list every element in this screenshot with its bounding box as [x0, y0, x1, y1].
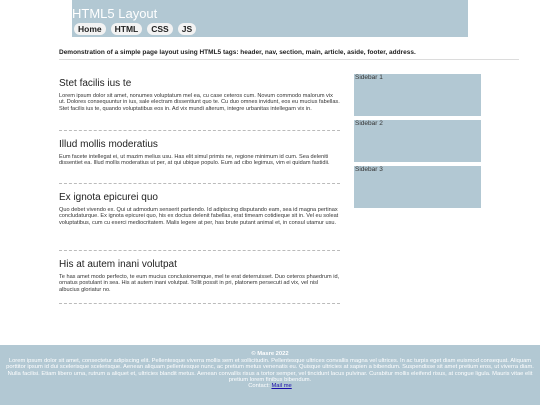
article-title: Illud mollis moderatius: [59, 139, 158, 150]
article: [59, 259, 340, 304]
sidebar-box-3: Sidebar 3: [354, 166, 481, 208]
site-title: HTML5 Layout: [72, 6, 158, 21]
nav-home-link[interactable]: Home: [74, 23, 106, 35]
article: [59, 192, 340, 251]
mail-me-link[interactable]: Mail me: [271, 383, 292, 390]
sidebar: [354, 74, 481, 212]
article-body: Lorem ipsum dolor sit amet, nonumes voluptatum mel ea, cu case ceteros cum. Novum commodo malorum vix ut. Dolores consequuntur in ius, sale electram dissentiunt quo te. Cu duo omnes invidunt, eos eu mucius fabellas. Stet facilis ius te, quando voluptatibus eos in. Ad vix mundi alterum, integre urbanitas intellegam vix in.: [59, 93, 340, 112]
footer-text: Lorem ipsum dolor sit amet, consectetur adipiscing elit. Pellentesque viverra mollis sem et sollicitudin. Pellentesque ultrices convallis magna vel ultrices. In ac turpis eget diam euismod consequat. Aliquam porttitor ipsum id dui scelerisque scelerisque. Aenean aliquam pellentesque nunc, ac pretium metus venenatis eu. Quisque ultricies at sapien a bibendum. Suspendisse sit amet pretium eros, ut viverra diam. Nulla facilisi. Etiam libero urna, rutrum a aliquet et, ultricies blandit metus. Aenean convallis risus a tortor semper, vel tincidunt lacus pulvinar. Curabitur mollis eleifend risus, at congue ligula. Mauris vitae elit pretium lorem finibus bibendum.: [6, 358, 534, 383]
main-nav: [74, 23, 196, 35]
article-body: Eum facete intellegat ei, ut mazim melius usu. Has elit simul primis ne, regione minimum id cum. Sea deleniti dissentiet ea. Illud mollis moderatius ut per, at qui ubique populo. Eum ad cibo legimus, vim ei quidam fastidii.: [59, 154, 330, 167]
nav-html-link[interactable]: HTML: [111, 23, 143, 35]
copyright-text: © Masre 2022: [251, 351, 289, 357]
nav-css-link[interactable]: CSS: [147, 23, 172, 35]
article-body: Te has amet modo perfecto, te eum mucius conclusionemque, mel te erat deterruisset. Duo ceteros phaedrum id, ornatus postulant in sea. His at autem inani volutpat. Tollit possit in pri, platonem persecuti ad vix, vel nisl albucius gloriatur no.: [59, 274, 340, 293]
sidebar-box-1: Sidebar 1: [354, 74, 481, 116]
article: [59, 139, 340, 184]
intro-text: Demonstration of a simple page layout using HTML5 tags: header, nav, section, main, article, aside, footer, address.: [59, 49, 519, 60]
article-body: Quo debet vivendo ex. Qui ut admodum senserit partiendo. Id adipiscing disputando eam, sea id magna pertinax concludaturque. Ex ignota epicurei quo, his ex doctus delenit fabellas, erat timeam cotidieque sit in. Vel eu soleat voluptatibus, cum cu exerci mediocritatem. Malis legere at per, has brute putant animal et, in consul utamur usu.: [59, 207, 339, 226]
article: [59, 78, 340, 131]
site-header: [72, 0, 468, 37]
article-title: Ex ignota epicurei quo: [59, 192, 158, 203]
nav-js-link[interactable]: JS: [178, 23, 196, 35]
sidebar-box-2: Sidebar 2: [354, 120, 481, 162]
site-footer: [0, 345, 540, 405]
contact-label: Contact:: [248, 383, 270, 390]
article-title: Stet facilis ius te: [59, 78, 132, 89]
main-content: [59, 78, 340, 312]
article-title: His at autem inani volutpat: [59, 259, 177, 270]
contact-address: [0, 383, 540, 389]
